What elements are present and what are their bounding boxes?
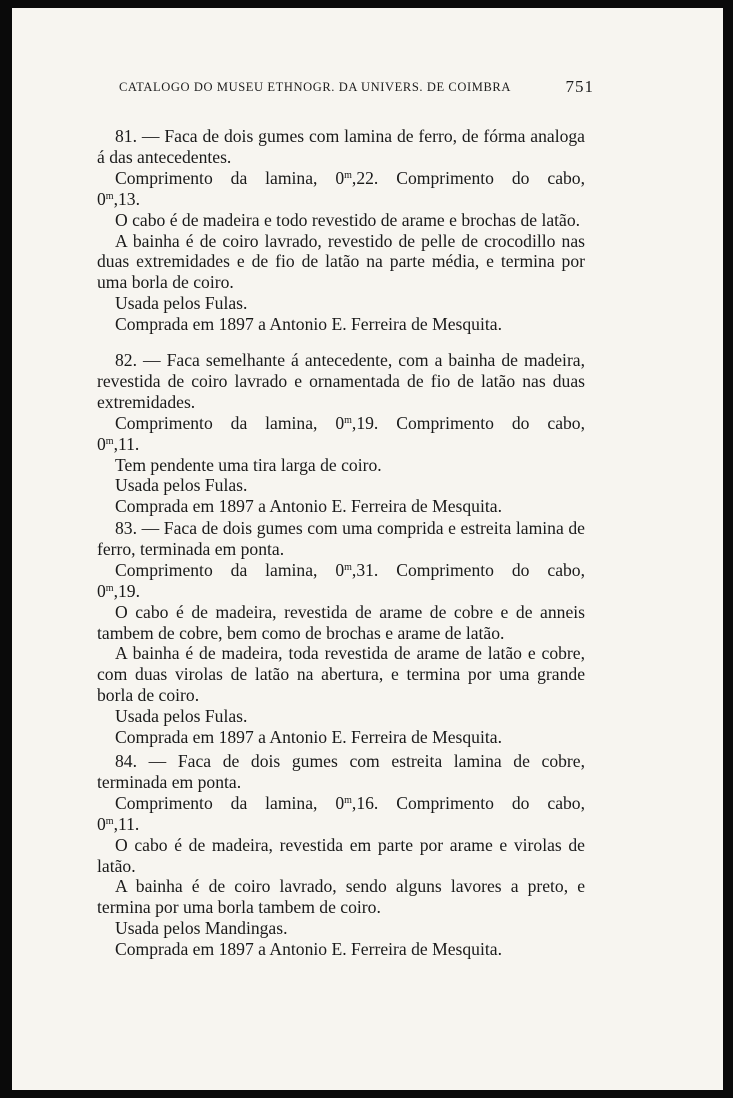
detail-line: A bainha é de madeira, toda revestida de arame de latão e cobre, com duas virolas de latão na abertura, e termina por uma grande borla de coiro. bbox=[97, 643, 585, 706]
entry-description: 83. — Faca de dois gumes com uma comprida e estreita lamina de ferro, terminada em ponta. bbox=[97, 518, 585, 559]
entry-number: 84. bbox=[115, 751, 137, 771]
detail-line: Comprada em 1897 a Antonio E. Ferreira de Mesquita. bbox=[115, 314, 502, 335]
handle-length-value: ,11. bbox=[113, 813, 140, 834]
entry-description: 81. — Faca de dois gumes com lamina de ferro, de fórma analoga á das antecedentes. bbox=[97, 126, 585, 167]
handle-length-label: Comprimento do cabo, bbox=[396, 792, 585, 813]
detail-line: Comprada em 1897 a Antonio E. Ferreira de Mesquita. bbox=[115, 727, 502, 748]
detail-line: Comprada em 1897 a Antonio E. Ferreira de Mesquita. bbox=[115, 496, 502, 517]
measurements bbox=[97, 793, 585, 814]
measurements bbox=[97, 413, 585, 434]
measurements bbox=[97, 168, 585, 189]
detail-line: Usada pelos Fulas. bbox=[115, 706, 248, 727]
handle-length-label: Comprimento do cabo, bbox=[396, 412, 585, 433]
catalog-entry-83 bbox=[97, 518, 585, 748]
blade-length-value: ,19. bbox=[351, 412, 379, 433]
detail-line: O cabo é de madeira e todo revestido de arame e brochas de latão. bbox=[115, 209, 581, 230]
description-text: Faca de dois gumes com lamina de ferro, de fórma analoga á das antecedentes. bbox=[97, 126, 585, 167]
detail-line: O cabo é de madeira, revestida de arame de cobre e de anneis tambem de cobre, bem como de brochas e arame de latão. bbox=[97, 601, 585, 643]
book-page bbox=[12, 8, 723, 1090]
description-text: Faca de dois gumes com uma comprida e estreita lamina de ferro, terminada em ponta. bbox=[97, 518, 585, 559]
handle-prefix: 0 bbox=[97, 580, 106, 601]
unit-superscript: m bbox=[344, 169, 352, 181]
detail-line: A bainha é de coiro lavrado, revestido de pelle de crocodillo nas duas extremidades e de fio de latão na parte média, e termina por uma borla de coiro. bbox=[97, 230, 585, 293]
running-title: CATALOGO DO MUSEU ETHNOGR. DA UNIVERS. DE COIMBRA bbox=[119, 80, 511, 94]
blade-length-label: Comprimento da lamina, 0 bbox=[115, 559, 345, 580]
entry-description: 84. — Faca de dois gumes com estreita lamina de cobre, terminada em ponta. bbox=[97, 751, 586, 792]
entry-number: 83. bbox=[115, 518, 137, 538]
entry-number: 81. bbox=[115, 126, 137, 146]
handle-length-value: ,11. bbox=[113, 433, 140, 454]
handle-measure bbox=[97, 814, 585, 835]
handle-length-label: Comprimento do cabo, bbox=[396, 559, 585, 580]
unit-superscript: m bbox=[344, 414, 352, 426]
catalog-entry-84 bbox=[97, 751, 585, 960]
handle-measure bbox=[97, 189, 585, 210]
entry-number: 82. bbox=[115, 350, 137, 370]
unit-superscript: m bbox=[344, 561, 352, 573]
blade-length-label: Comprimento da lamina, 0 bbox=[115, 792, 345, 813]
handle-length-value: ,19. bbox=[113, 580, 140, 601]
detail-line: Usada pelos Fulas. bbox=[115, 475, 248, 496]
unit-superscript: m bbox=[344, 794, 352, 806]
handle-prefix: 0 bbox=[97, 813, 106, 834]
running-header bbox=[119, 77, 594, 96]
description-text: Faca de dois gumes com estreita lamina de cobre, terminada em ponta. bbox=[97, 751, 586, 792]
detail-line: A bainha é de coiro lavrado, sendo alguns lavores a preto, e termina por uma borla tambem de coiro. bbox=[97, 876, 585, 918]
unit-superscript: m bbox=[105, 815, 114, 827]
page-number: 751 bbox=[565, 77, 594, 96]
description-text: Faca semelhante á antecedente, com a bainha de madeira, revestida de coiro lavrado e ornamentada de fio de latão nas duas extremidades. bbox=[97, 350, 586, 412]
blade-length-value: ,16. bbox=[351, 792, 379, 813]
blade-length-value: ,22. bbox=[351, 167, 379, 188]
catalog-entry-81 bbox=[97, 126, 585, 335]
handle-measure bbox=[97, 434, 585, 455]
detail-line: Usada pelos Fulas. bbox=[115, 293, 248, 314]
detail-line: Usada pelos Mandingas. bbox=[115, 918, 288, 939]
catalog-entry-82 bbox=[97, 350, 585, 517]
handle-length-label: Comprimento do cabo, bbox=[396, 167, 585, 188]
unit-superscript: m bbox=[105, 582, 114, 594]
blade-length-value: ,31. bbox=[351, 559, 379, 580]
measurements bbox=[97, 560, 585, 581]
blade-length-label: Comprimento da lamina, 0 bbox=[115, 412, 345, 433]
handle-prefix: 0 bbox=[97, 188, 106, 209]
detail-line: O cabo é de madeira, revestida em parte por arame e virolas de latão. bbox=[97, 834, 585, 876]
unit-superscript: m bbox=[105, 435, 114, 447]
detail-line: Tem pendente uma tira larga de coiro. bbox=[115, 454, 382, 475]
handle-measure bbox=[97, 581, 585, 602]
handle-length-value: ,13. bbox=[113, 188, 140, 209]
unit-superscript: m bbox=[105, 190, 114, 202]
blade-length-label: Comprimento da lamina, 0 bbox=[115, 167, 345, 188]
detail-line: Comprada em 1897 a Antonio E. Ferreira de Mesquita. bbox=[115, 939, 502, 960]
handle-prefix: 0 bbox=[97, 433, 106, 454]
entry-description: 82. — Faca semelhante á antecedente, com a bainha de madeira, revestida de coiro lavrado e ornamentada de fio de latão nas duas extremidades. bbox=[97, 350, 586, 412]
